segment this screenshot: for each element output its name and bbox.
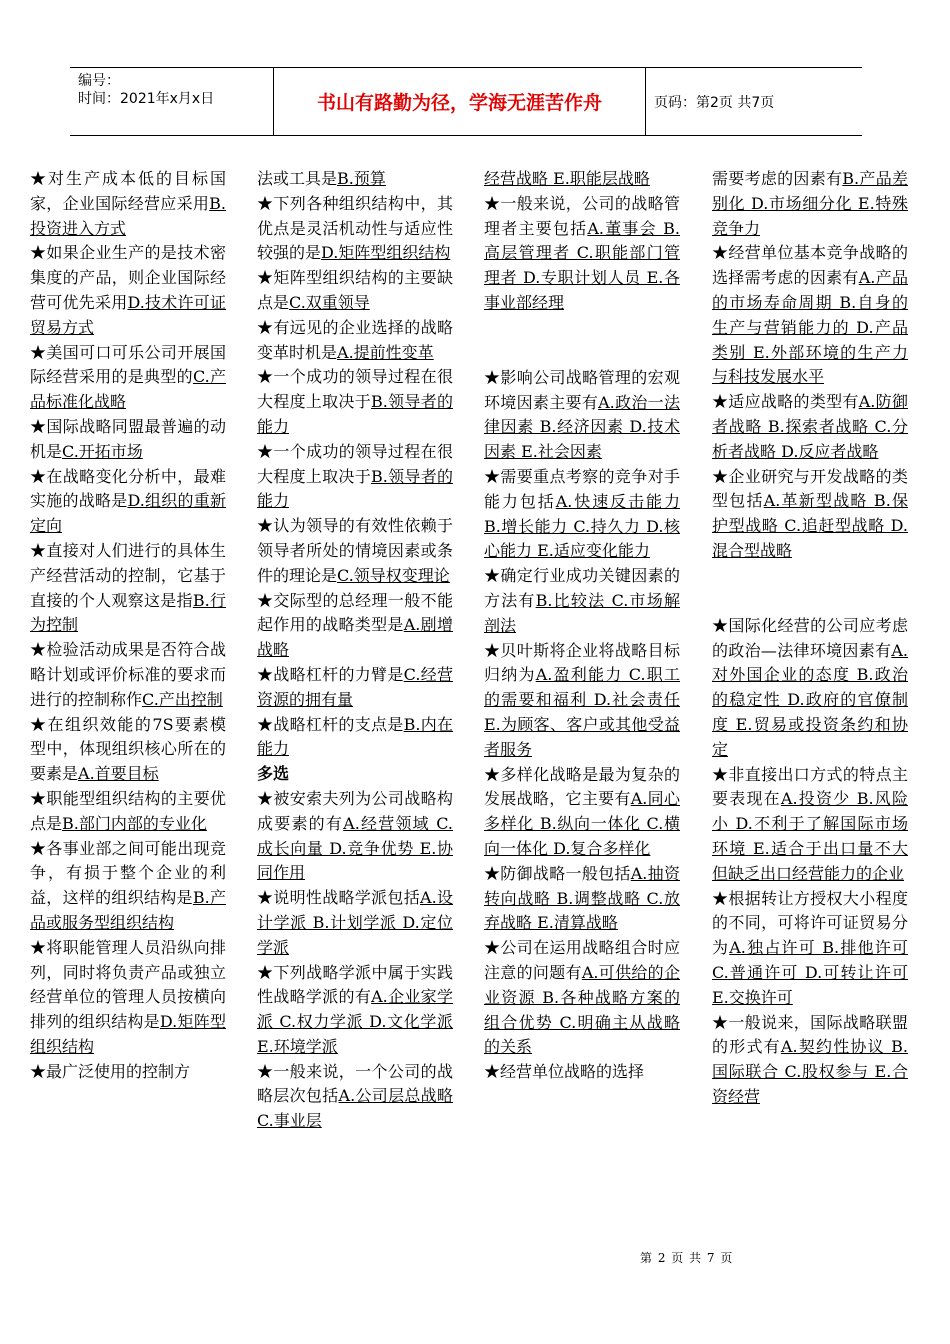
- answer-text: A.盈利能力 C.职工的需要和福利 D.社会责任 E.为顾客、客户或其他受益者服务: [484, 665, 680, 759]
- answer-text: C.经营资源的拥有量: [257, 664, 453, 709]
- question-text: ★下列战略学派中属于实践性战略学派的有: [257, 962, 453, 1007]
- question-item: [30, 837, 226, 936]
- question-text: ★防御战略一般包括: [484, 863, 631, 883]
- answer-text: 经营战略 E.职能层战略: [484, 169, 650, 188]
- question-item: [257, 589, 453, 663]
- question-text: ★美国可口可乐公司开展国际经营采用的是典型的: [30, 342, 226, 387]
- question-text: ★战略杠杆的支点是: [257, 714, 404, 734]
- answer-text: B.产品差别化 D.市场细分化 E.特殊竞争力: [712, 169, 908, 238]
- question-text: ★国际战略同盟最普遍的动机是: [30, 416, 226, 461]
- time-label: 时间：2021年x月x日: [78, 91, 215, 107]
- answer-text: A.政治一法律因素 B.经济因素 D.技术因素 E.社会因素: [484, 392, 680, 462]
- question-item: [30, 787, 226, 837]
- header-page-label: 页码：第2页 共7页: [654, 94, 775, 111]
- question-text: ★各事业部之间可能出现竞争，有损于整个企业的利益，这样的组织结构是: [30, 838, 226, 908]
- question-item: [484, 564, 680, 638]
- answer-text: A.契约性协议 B.国际联合 C.股权参与 E.合资经营: [712, 1037, 908, 1106]
- column-4: [712, 167, 908, 1110]
- question-item: [257, 787, 453, 886]
- question-item: [257, 663, 453, 713]
- content-columns: [30, 167, 910, 1247]
- question-text: ★经营单位基本竞争战略的选择需考虑的因素有: [712, 243, 908, 288]
- answer-text: A.首要目标: [78, 764, 159, 784]
- question-item: [484, 862, 680, 936]
- spacer: [484, 316, 680, 366]
- answer-text: A.抽资转向战略 B.调整战略 C.放弃战略 E.清算战略: [484, 863, 680, 933]
- answer-text: A.产品的市场寿命周期 B.自身的生产与营销能力的 D.产品类别 E.外部环境的生产力与科技发展水平: [712, 268, 908, 387]
- question-text: ★企业研究与开发战略的类型包括: [712, 466, 908, 511]
- section-heading: 多选: [257, 764, 290, 784]
- answer-text: B.投资进入方式: [30, 193, 226, 238]
- question-item: [484, 639, 680, 763]
- question-item: [484, 465, 680, 564]
- question-text: ★将职能管理人员沿纵向排列，同时将负责产品或独立经营单位的管理人员按横向排列的组织结构是: [30, 937, 226, 1032]
- question-text: ★一个成功的领导过程在很大程度上取决于: [257, 367, 453, 412]
- answer-text: A.设计学派 B.计划学派 D.定位学派: [257, 888, 453, 957]
- answer-text: B.比较法 C.市场解剖法: [484, 590, 680, 635]
- question-text: ★对生产成本低的目标国家，企业国际经营应采用: [30, 169, 226, 213]
- question-item: [712, 1011, 908, 1110]
- question-item: [30, 1060, 226, 1085]
- answer-text: B.产品或服务型组织结构: [30, 888, 226, 932]
- question-text: ★战略杠杆的力臂是: [257, 664, 404, 684]
- question-text: ★说明性战略学派包括: [257, 888, 421, 908]
- question-item: [484, 366, 680, 465]
- answer-text: A.同心多样化 B.纵向一体化 C.横向一体化 D.复合多样化: [484, 789, 680, 858]
- answer-text: C.产品标准化战略: [30, 367, 226, 412]
- column-2: [257, 167, 453, 1134]
- question-item: [712, 167, 908, 241]
- answer-text: C.产出控制: [142, 689, 223, 709]
- answer-text: A.董事会 B.高层管理者 C.职能部门管理者 D.专职计划人员 E.各事业部经理: [484, 218, 680, 312]
- question-text: ★一般说来，国际战略联盟的形式有: [712, 1012, 908, 1057]
- question-text: 法或工具是: [257, 169, 338, 188]
- question-item: [257, 365, 453, 439]
- question-item: [257, 316, 453, 366]
- question-text: ★矩阵型组织结构的主要缺点是: [257, 268, 453, 312]
- answer-text: A.防御者战略 B.探索者战略 C.分析者战略 D.反应者战略: [712, 392, 908, 461]
- question-text: ★直接对人们进行的具体生产经营活动的控制，它基于直接的个人观察这是指: [30, 540, 226, 610]
- question-text: ★适应战略的类型有: [712, 392, 859, 412]
- question-item: [30, 638, 226, 712]
- question-item: [484, 763, 680, 862]
- question-item: [30, 415, 226, 465]
- answer-text: A.剧增战略: [257, 615, 453, 660]
- question-text: ★确定行业成功关键因素的方法有: [484, 566, 680, 610]
- question-item: [257, 886, 453, 960]
- question-text: ★需要重点考察的竞争对手能力包括: [484, 466, 680, 511]
- question-text: ★国际化经营的公司应考虑的政治—法律环境因素有: [712, 615, 908, 660]
- answer-text: C.开拓市场: [62, 441, 143, 461]
- answer-text: D.组织的重新定向: [30, 491, 226, 536]
- question-item: [30, 539, 226, 638]
- question-text: ★下列各种组织结构中，其优点是灵活机动性与适应性较强的是: [257, 193, 453, 263]
- answer-text: B.预算: [337, 169, 386, 188]
- answer-text: A.快速反击能力 B.增长能力 C.持久力 D.核心能力 E.适应变化能力: [484, 491, 680, 561]
- question-text: ★多样化战略是最为复杂的发展战略，它主要有: [484, 764, 680, 809]
- question-item: [257, 167, 453, 192]
- page-footer: 第 2 页 共 7 页: [640, 1251, 734, 1265]
- question-item: [484, 167, 680, 192]
- question-item: [712, 241, 908, 390]
- question-item: [30, 341, 226, 415]
- question-text: ★经营单位战略的选择: [484, 1062, 645, 1082]
- spacer: [712, 564, 908, 614]
- answer-text: A.公司层总战略 C.事业层: [257, 1086, 453, 1131]
- number-label: 编号：: [78, 73, 120, 89]
- answer-text: B.内在能力: [257, 714, 453, 759]
- answer-text: C.领导权变理论: [337, 565, 450, 585]
- answer-text: C.双重领导: [289, 292, 370, 312]
- question-text: ★被安索夫列为公司战略构成要素的有: [257, 788, 453, 833]
- answer-text: A.经营领域 C.成长向量 D.竞争优势 E.协同作用: [257, 813, 453, 883]
- question-item: [257, 1060, 453, 1134]
- question-item: [257, 514, 453, 588]
- answer-text: B.行为控制: [30, 590, 226, 635]
- question-text: ★公司在运用战略组合时应注意的问题有: [484, 938, 680, 982]
- question-text: ★如果企业生产的是技术密集度的产品，则企业国际经营可优先采用: [30, 243, 226, 312]
- question-item: [484, 936, 680, 1060]
- question-item: [712, 465, 908, 564]
- question-text: ★职能型组织结构的主要优点是: [30, 788, 226, 833]
- question-item: [257, 713, 453, 763]
- question-item: [712, 390, 908, 464]
- answer-text: D.技术许可证贸易方式: [30, 292, 226, 337]
- question-text: ★非直接出口方式的特点主要表现在: [712, 764, 908, 809]
- question-text: ★在战略变化分析中，最难实施的战略是: [30, 466, 226, 511]
- question-text: ★认为领导的有效性依赖于领导者所处的情境因素或条件的理论是: [257, 516, 453, 585]
- question-item: [712, 887, 908, 1011]
- answer-text: B.领导者的能力: [257, 466, 453, 511]
- column-1: [30, 167, 226, 1084]
- answer-text: A.独占许可 B.排他许可 C.普通许可 D.可转让许可 E.交换许可: [712, 938, 908, 1007]
- question-text: ★交际型的总经理一般不能起作用的战略类型是: [257, 590, 453, 635]
- question-text: ★影响公司战略管理的宏观环境因素主要有: [484, 367, 680, 412]
- question-text: ★一个成功的领导过程在很大程度上取决于: [257, 441, 453, 486]
- question-item: [30, 713, 226, 787]
- question-item: [712, 763, 908, 887]
- question-text: 需要考虑的因素有: [712, 169, 843, 188]
- question-item: [30, 465, 226, 539]
- question-item: [257, 192, 453, 266]
- question-item: [30, 241, 226, 340]
- question-item: [30, 167, 226, 241]
- question-item: [257, 961, 453, 1060]
- answer-text: A.对外国企业的态度 B.政治的稳定性 D.政府的官僚制度 E.贸易或投资条约和协定: [712, 640, 908, 759]
- answer-text: B.领导者的能力: [257, 392, 453, 436]
- page-header: [70, 67, 862, 136]
- column-3: [484, 167, 680, 1085]
- answer-text: D.矩阵型组织结构: [321, 243, 451, 263]
- question-text: ★在组织效能的7S要素模型中，体现组织核心所在的要素是: [30, 714, 226, 784]
- question-item: [484, 1060, 680, 1085]
- question-text: ★贝叶斯将企业将战略目标归纳为: [484, 640, 680, 685]
- header-motto: 书山有路勤为径，学海无涯苦作舟: [274, 68, 646, 135]
- question-text: ★一般来说，一个公司的战略层次包括: [257, 1061, 453, 1106]
- answer-text: B.部门内部的专业化: [62, 813, 207, 833]
- answer-text: A.提前性变革: [337, 342, 434, 362]
- answer-text: A.革新型战略 B.保护型战略 C.追赶型战略 D.混合型战略: [712, 491, 908, 560]
- question-item: [257, 440, 453, 514]
- answer-text: A.企业家学派 C.权力学派 D.文化学派 E.环境学派: [257, 987, 453, 1056]
- question-text: ★有远见的企业选择的战略变革时机是: [257, 317, 453, 362]
- question-text: ★最广泛使用的控制方: [30, 1061, 191, 1081]
- question-item: [257, 266, 453, 316]
- header-meta: [70, 68, 274, 135]
- question-text: ★根据转让方授权大小程度的不同，可将许可证贸易分为: [712, 888, 908, 958]
- question-item: [712, 614, 908, 763]
- answer-text: A.可供给的企业资源 B.各种战略方案的组合优势 C.明确主从战略的关系: [484, 962, 680, 1057]
- question-text: ★检验活动成果是否符合战略计划或评价标准的要求而进行的控制称作: [30, 640, 226, 709]
- answer-text: A.投资少 B.风险小 D.不利于了解国际市场环境 E.适合于出口量不大但缺乏出口经营能力的企业: [712, 789, 908, 883]
- answer-text: D.矩阵型组织结构: [30, 1012, 226, 1056]
- question-text: ★一般来说，公司的战略管理者主要包括: [484, 193, 680, 238]
- question-item: [30, 936, 226, 1060]
- question-item: [484, 192, 680, 316]
